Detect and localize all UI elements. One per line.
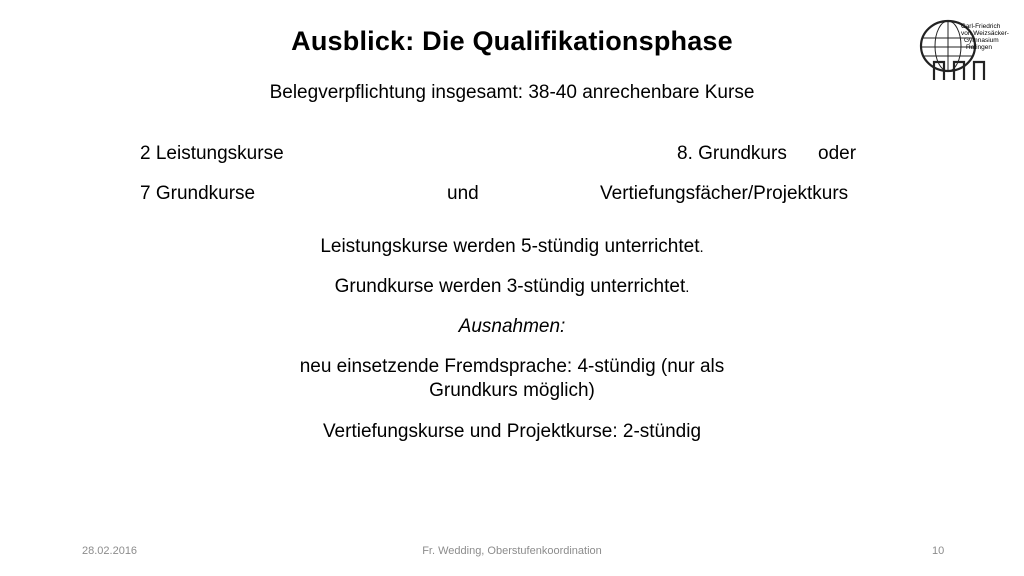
page-number: 10 [932, 545, 945, 557]
gk-hours-text: Grundkurse werden 3-stündig unterrichtet [334, 276, 686, 297]
logo-text-2: von Weizsäcker- [961, 30, 1009, 37]
grundkurs-8-label: 8. Grundkurs [677, 143, 787, 164]
exceptions-heading: Ausnahmen: [458, 316, 566, 337]
exception-2: Vertiefungskurse und Projektkurse: 2-stündig [322, 421, 702, 442]
slide-subtitle: Belegverpflichtung insgesamt: 38-40 anrechenbare Kurse [269, 82, 755, 103]
grundkurse-7-label: 7 Grundkurse [140, 183, 256, 204]
gk-hours-line [212, 276, 812, 298]
lk-hours-line [212, 236, 812, 258]
exception-1-line2: Grundkurs möglich) [429, 380, 595, 401]
lk-hours-period: . [699, 239, 704, 256]
slide-title: Ausblick: Die Qualifikationsphase [291, 26, 733, 56]
gk-hours-period: . [685, 279, 690, 296]
footer-author: Fr. Wedding, Oberstufenkoordination [422, 545, 602, 557]
logo-text-1: Carl-Friedrich [961, 23, 1001, 30]
vertiefung-label: Vertiefungsfächer/Projektkurs [600, 183, 849, 204]
und-label: und [447, 183, 479, 204]
logo-text-4: Ratingen [966, 44, 993, 51]
oder-label: oder [818, 143, 857, 164]
school-logo [914, 14, 1014, 80]
logo-text-3: Gymnasium [964, 37, 999, 44]
leistungskurse-label: 2 Leistungskurse [140, 143, 284, 164]
exception-1-line1: neu einsetzende Fremdsprache: 4-stündig (nur als [299, 356, 725, 377]
lk-hours-text: Leistungskurse werden 5-stündig unterrichtet [320, 236, 700, 257]
footer-date: 28.02.2016 [82, 545, 138, 557]
